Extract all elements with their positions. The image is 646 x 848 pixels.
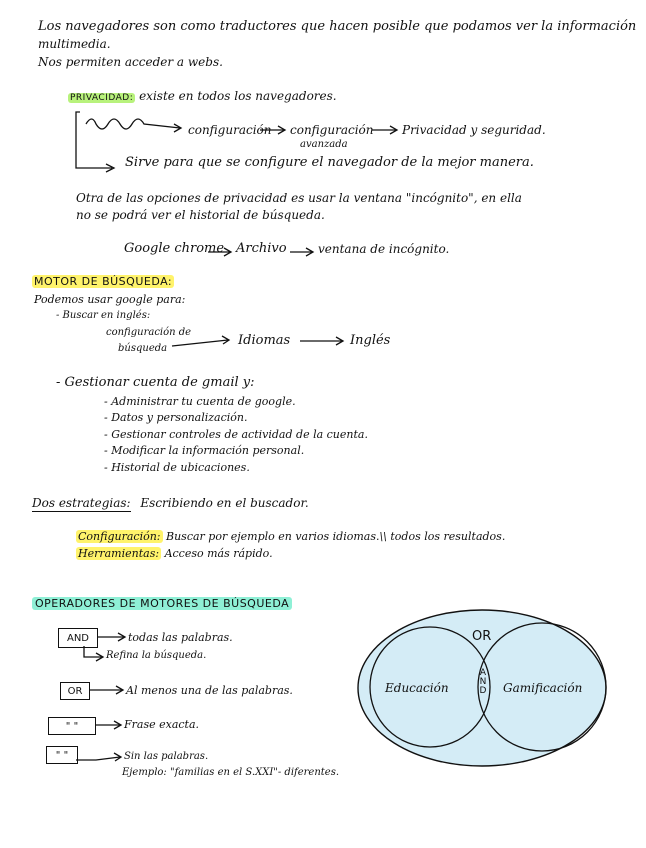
engine-lang-2: Inglés: [350, 333, 391, 348]
privacy-squiggle-arrow: [86, 119, 180, 129]
strategies-conf-label: Configuración:: [78, 530, 161, 543]
engine-title: MOTOR DE BÚSQUEDA:: [34, 275, 173, 288]
strategies-tools-text: Acceso más rápido.: [164, 547, 273, 560]
privacy-purpose: Sirve para que se configure el navegador de la mejor manera.: [125, 155, 534, 170]
venn-or-label: OR: [472, 629, 492, 644]
engine-lang-1: Idiomas: [238, 333, 291, 348]
privacy-text: existe en todos los navegadores.: [139, 89, 337, 103]
venn-left-label: Educación: [385, 681, 449, 695]
and-box: AND: [58, 628, 98, 648]
intro-line-2: multimedia.: [38, 37, 111, 51]
privacy-path-1: configuración: [188, 123, 272, 137]
engine-sub-4: - Modificar la información personal.: [104, 444, 305, 457]
example-text: Ejemplo: "familias en el S.XXI"- diferentes.: [122, 767, 340, 778]
privacy-line: [68, 90, 337, 103]
engine-sub-5: - Historial de ubicaciones.: [104, 461, 250, 474]
minus-box: " ": [46, 746, 78, 764]
engine-intro: Podemos usar google para:: [34, 293, 186, 306]
chrome-step-1: Google chrome: [124, 241, 225, 256]
operators-title: OPERADORES DE MOTORES DE BÚSQUEDA: [32, 598, 292, 609]
privacy-path-3: Privacidad y seguridad.: [402, 123, 546, 137]
strategies-title: Dos estrategias:: [32, 496, 131, 510]
intro-line-3: Nos permiten acceder a webs.: [38, 55, 223, 69]
engine-sub-1: - Administrar tu cuenta de google.: [104, 395, 296, 408]
strategies-tools: [76, 548, 273, 559]
engine-conf-1: configuración de: [106, 327, 192, 338]
strategies-line: [32, 497, 309, 509]
strategies-conf-text: Buscar por ejemplo en varios idiomas.\\ todos los resultados.: [166, 530, 506, 543]
intro-line-1: Los navegadores son como traductores que hacen posible que podamos ver la información: [38, 19, 637, 34]
privacy-incognito-1: Otra de las opciones de privacidad es usar la ventana "incógnito", en ella: [76, 191, 522, 205]
engine-item-2: - Gestionar cuenta de gmail y:: [56, 375, 255, 390]
or-box: OR: [60, 682, 90, 700]
privacy-incognito-2: no se podrá ver el historial de búsqueda.: [76, 208, 325, 222]
and-sub: Refina la búsqueda.: [106, 650, 207, 661]
strategies-text: Escribiendo en el buscador.: [140, 496, 309, 510]
chrome-step-3: ventana de incógnito.: [318, 242, 450, 256]
minus-text: Sin las palabras.: [124, 751, 209, 762]
privacy-path-2b: avanzada: [300, 139, 348, 150]
quote-box: " ": [48, 717, 96, 735]
chrome-step-2: Archivo: [236, 241, 287, 256]
venn-right-label: Gamificación: [503, 681, 583, 695]
strategies-tools-label: Herramientas:: [78, 547, 160, 560]
or-text: Al menos una de las palabras.: [126, 684, 293, 697]
engine-sub-2: - Datos y personalización.: [104, 411, 248, 424]
privacy-label: PRIVACIDAD:: [70, 93, 134, 103]
venn-and-label: AND: [479, 668, 487, 696]
and-text: todas las palabras.: [128, 631, 233, 644]
strategies-conf: [76, 531, 505, 542]
quote-text: Frase exacta.: [124, 718, 200, 731]
engine-sub-3: - Gestionar controles de actividad de la cuenta.: [104, 428, 368, 441]
privacy-path-2: configuración: [290, 123, 374, 137]
engine-conf-2: búsqueda: [118, 343, 168, 354]
engine-item-1: - Buscar en inglés:: [56, 310, 151, 321]
